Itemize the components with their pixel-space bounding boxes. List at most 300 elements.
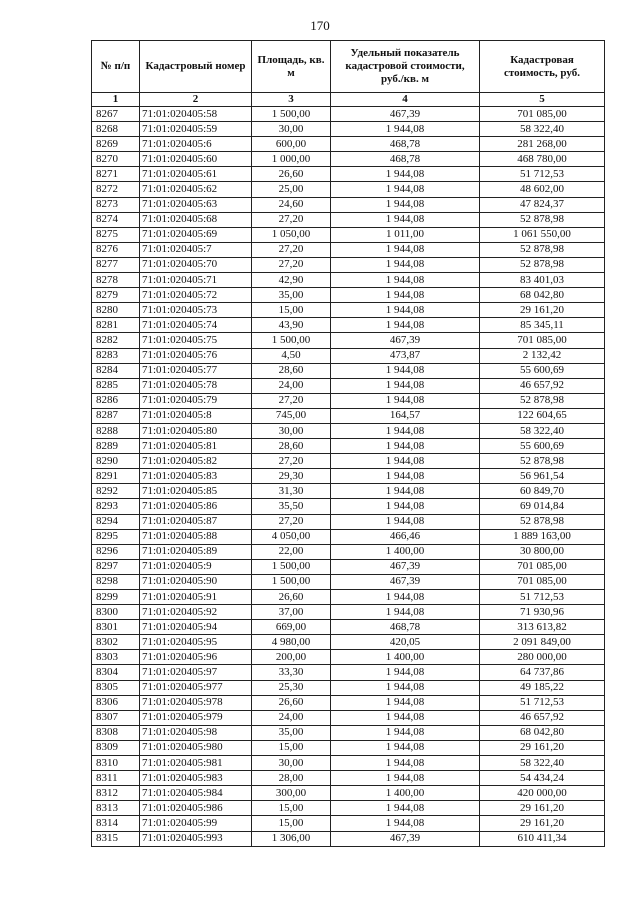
row-number-cell: 8289 — [92, 439, 140, 454]
cadastral-number-cell: 71:01:020405:70 — [140, 257, 252, 272]
row-number-cell: 8275 — [92, 227, 140, 242]
row-number-cell: 8308 — [92, 725, 140, 740]
cadastral-number-cell: 71:01:020405:87 — [140, 514, 252, 529]
specific-value-cell: 1 400,00 — [331, 786, 480, 801]
cadastral-number-cell: 71:01:020405:76 — [140, 348, 252, 363]
area-cell: 1 500,00 — [252, 574, 331, 589]
area-cell: 27,20 — [252, 242, 331, 257]
area-cell: 28,60 — [252, 439, 331, 454]
cadastral-cost-cell: 52 878,98 — [480, 454, 605, 469]
area-cell: 30,00 — [252, 423, 331, 438]
row-number-cell: 8309 — [92, 740, 140, 755]
area-cell: 27,20 — [252, 454, 331, 469]
cadastral-number-cell: 71:01:020405:90 — [140, 574, 252, 589]
row-number-cell: 8312 — [92, 786, 140, 801]
row-number-cell: 8284 — [92, 363, 140, 378]
specific-value-cell: 420,05 — [331, 635, 480, 650]
specific-value-cell: 1 944,08 — [331, 816, 480, 831]
table-row — [92, 439, 605, 454]
specific-value-cell: 1 944,08 — [331, 393, 480, 408]
table-row — [92, 288, 605, 303]
table-row — [92, 197, 605, 212]
specific-value-cell: 467,39 — [331, 333, 480, 348]
cadastral-cost-cell: 49 185,22 — [480, 680, 605, 695]
table-row — [92, 574, 605, 589]
area-cell: 1 500,00 — [252, 559, 331, 574]
cadastral-number-cell: 71:01:020405:68 — [140, 212, 252, 227]
table-row — [92, 680, 605, 695]
cadastral-cost-cell: 29 161,20 — [480, 816, 605, 831]
area-cell: 1 500,00 — [252, 107, 331, 122]
specific-value-cell: 467,39 — [331, 107, 480, 122]
row-number-cell: 8283 — [92, 348, 140, 363]
table-row — [92, 499, 605, 514]
header-row-number: № п/п — [92, 41, 140, 93]
table-row — [92, 423, 605, 438]
specific-value-cell: 1 944,08 — [331, 514, 480, 529]
cadastral-number-cell: 71:01:020405:74 — [140, 318, 252, 333]
table-row — [92, 756, 605, 771]
table-row — [92, 484, 605, 499]
cadastral-cost-cell: 46 657,92 — [480, 378, 605, 393]
cadastral-number-cell: 71:01:020405:89 — [140, 544, 252, 559]
cadastral-cost-cell: 56 961,54 — [480, 469, 605, 484]
cadastral-number-cell: 71:01:020405:73 — [140, 303, 252, 318]
cadastral-number-cell: 71:01:020405:79 — [140, 393, 252, 408]
specific-value-cell: 1 944,08 — [331, 740, 480, 755]
area-cell: 25,30 — [252, 680, 331, 695]
row-number-cell: 8286 — [92, 393, 140, 408]
column-number: 5 — [480, 93, 605, 107]
area-cell: 42,90 — [252, 273, 331, 288]
table-row — [92, 137, 605, 152]
table-row — [92, 257, 605, 272]
cadastral-number-cell: 71:01:020405:97 — [140, 665, 252, 680]
area-cell: 200,00 — [252, 650, 331, 665]
page-number: 170 — [310, 18, 330, 33]
row-number-cell: 8285 — [92, 378, 140, 393]
row-number-cell: 8291 — [92, 469, 140, 484]
area-cell: 33,30 — [252, 665, 331, 680]
cadastral-number-cell: 71:01:020405:981 — [140, 756, 252, 771]
table-row — [92, 182, 605, 197]
row-number-cell: 8273 — [92, 197, 140, 212]
table-row — [92, 227, 605, 242]
row-number-cell: 8281 — [92, 318, 140, 333]
cadastral-cost-cell: 29 161,20 — [480, 303, 605, 318]
row-number-cell: 8297 — [92, 559, 140, 574]
area-cell: 29,30 — [252, 469, 331, 484]
table-row — [92, 816, 605, 831]
area-cell: 15,00 — [252, 801, 331, 816]
row-number-cell: 8305 — [92, 680, 140, 695]
area-cell: 26,60 — [252, 590, 331, 605]
specific-value-cell: 164,57 — [331, 408, 480, 423]
table-row — [92, 710, 605, 725]
table-row — [92, 771, 605, 786]
table-row — [92, 107, 605, 122]
cadastral-cost-cell: 54 434,24 — [480, 771, 605, 786]
table-row — [92, 590, 605, 605]
header-cadastral-cost: Кадастровая стоимость, руб. — [480, 41, 605, 93]
area-cell: 669,00 — [252, 620, 331, 635]
row-number-cell: 8290 — [92, 454, 140, 469]
table-row — [92, 167, 605, 182]
cadastral-cost-cell: 30 800,00 — [480, 544, 605, 559]
row-number-cell: 8306 — [92, 695, 140, 710]
row-number-cell: 8288 — [92, 423, 140, 438]
cadastral-cost-cell: 29 161,20 — [480, 740, 605, 755]
specific-value-cell: 1 944,08 — [331, 710, 480, 725]
cadastral-cost-cell: 85 345,11 — [480, 318, 605, 333]
specific-value-cell: 467,39 — [331, 559, 480, 574]
table-row — [92, 695, 605, 710]
specific-value-cell: 1 944,08 — [331, 197, 480, 212]
row-number-cell: 8270 — [92, 152, 140, 167]
row-number-cell: 8299 — [92, 590, 140, 605]
cadastral-number-cell: 71:01:020405:83 — [140, 469, 252, 484]
cadastral-cost-cell: 52 878,98 — [480, 212, 605, 227]
cadastral-number-cell: 71:01:020405:979 — [140, 710, 252, 725]
cadastral-number-cell: 71:01:020405:980 — [140, 740, 252, 755]
cadastral-cost-cell: 1 889 163,00 — [480, 529, 605, 544]
cadastral-number-cell: 71:01:020405:977 — [140, 680, 252, 695]
area-cell: 745,00 — [252, 408, 331, 423]
cadastral-number-cell: 71:01:020405:98 — [140, 725, 252, 740]
specific-value-cell: 1 944,08 — [331, 680, 480, 695]
row-number-cell: 8276 — [92, 242, 140, 257]
cadastral-number-cell: 71:01:020405:978 — [140, 695, 252, 710]
row-number-cell: 8307 — [92, 710, 140, 725]
specific-value-cell: 1 944,08 — [331, 257, 480, 272]
table-row — [92, 725, 605, 740]
area-cell: 4 050,00 — [252, 529, 331, 544]
area-cell: 15,00 — [252, 303, 331, 318]
specific-value-cell: 1 944,08 — [331, 605, 480, 620]
cadastral-cost-cell: 52 878,98 — [480, 514, 605, 529]
cadastral-cost-cell: 64 737,86 — [480, 665, 605, 680]
specific-value-cell: 1 944,08 — [331, 665, 480, 680]
specific-value-cell: 1 944,08 — [331, 771, 480, 786]
table-row — [92, 801, 605, 816]
cadastral-number-cell: 71:01:020405:94 — [140, 620, 252, 635]
area-cell: 1 050,00 — [252, 227, 331, 242]
area-cell: 24,00 — [252, 710, 331, 725]
row-number-cell: 8279 — [92, 288, 140, 303]
cadastral-value-table — [91, 40, 605, 847]
specific-value-cell: 468,78 — [331, 152, 480, 167]
row-number-cell: 8295 — [92, 529, 140, 544]
cadastral-cost-cell: 52 878,98 — [480, 242, 605, 257]
table-row — [92, 393, 605, 408]
cadastral-cost-cell: 58 322,40 — [480, 756, 605, 771]
area-cell: 15,00 — [252, 816, 331, 831]
specific-value-cell: 473,87 — [331, 348, 480, 363]
row-number-cell: 8315 — [92, 831, 140, 846]
cadastral-cost-cell: 313 613,82 — [480, 620, 605, 635]
specific-value-cell: 1 944,08 — [331, 590, 480, 605]
specific-value-cell: 1 944,08 — [331, 439, 480, 454]
table-body — [92, 107, 605, 847]
table-row — [92, 273, 605, 288]
area-cell: 43,90 — [252, 318, 331, 333]
specific-value-cell: 467,39 — [331, 831, 480, 846]
table-row — [92, 529, 605, 544]
area-cell: 24,00 — [252, 378, 331, 393]
cadastral-number-cell: 71:01:020405:82 — [140, 454, 252, 469]
area-cell: 4 980,00 — [252, 635, 331, 650]
cadastral-number-cell: 71:01:020405:72 — [140, 288, 252, 303]
specific-value-cell: 1 944,08 — [331, 273, 480, 288]
table-row — [92, 242, 605, 257]
row-number-cell: 8292 — [92, 484, 140, 499]
cadastral-number-cell: 71:01:020405:77 — [140, 363, 252, 378]
area-cell: 35,00 — [252, 288, 331, 303]
cadastral-number-cell: 71:01:020405:91 — [140, 590, 252, 605]
cadastral-number-cell: 71:01:020405:86 — [140, 499, 252, 514]
area-cell: 4,50 — [252, 348, 331, 363]
cadastral-cost-cell: 701 085,00 — [480, 333, 605, 348]
cadastral-cost-cell: 122 604,65 — [480, 408, 605, 423]
area-cell: 24,60 — [252, 197, 331, 212]
area-cell: 31,30 — [252, 484, 331, 499]
specific-value-cell: 1 944,08 — [331, 303, 480, 318]
column-number: 4 — [331, 93, 480, 107]
area-cell: 22,00 — [252, 544, 331, 559]
area-cell: 600,00 — [252, 137, 331, 152]
row-number-cell: 8280 — [92, 303, 140, 318]
cadastral-number-cell: 71:01:020405:81 — [140, 439, 252, 454]
column-number: 1 — [92, 93, 140, 107]
cadastral-number-cell: 71:01:020405:61 — [140, 167, 252, 182]
header-specific-value: Удельный показатель кадастровой стоимости, руб./кв. м — [331, 41, 480, 93]
specific-value-cell: 1 944,08 — [331, 122, 480, 137]
table-row — [92, 454, 605, 469]
row-number-cell: 8301 — [92, 620, 140, 635]
area-cell: 27,20 — [252, 514, 331, 529]
specific-value-cell: 468,78 — [331, 137, 480, 152]
row-number-cell: 8287 — [92, 408, 140, 423]
area-cell: 300,00 — [252, 786, 331, 801]
specific-value-cell: 1 944,08 — [331, 725, 480, 740]
table-row — [92, 650, 605, 665]
cadastral-number-cell: 71:01:020405:78 — [140, 378, 252, 393]
area-cell: 30,00 — [252, 122, 331, 137]
cadastral-number-cell: 71:01:020405:88 — [140, 529, 252, 544]
cadastral-cost-cell: 468 780,00 — [480, 152, 605, 167]
table-row — [92, 620, 605, 635]
area-cell: 25,00 — [252, 182, 331, 197]
cadastral-cost-cell: 1 061 550,00 — [480, 227, 605, 242]
specific-value-cell: 1 944,08 — [331, 801, 480, 816]
cadastral-cost-cell: 46 657,92 — [480, 710, 605, 725]
cadastral-cost-cell: 71 930,96 — [480, 605, 605, 620]
area-cell: 1 500,00 — [252, 333, 331, 348]
cadastral-cost-cell: 51 712,53 — [480, 695, 605, 710]
area-cell: 26,60 — [252, 695, 331, 710]
cadastral-number-cell: 71:01:020405:96 — [140, 650, 252, 665]
cadastral-number-cell: 71:01:020405:95 — [140, 635, 252, 650]
specific-value-cell: 1 944,08 — [331, 363, 480, 378]
area-cell: 35,50 — [252, 499, 331, 514]
column-number: 3 — [252, 93, 331, 107]
table-row — [92, 559, 605, 574]
row-number-cell: 8302 — [92, 635, 140, 650]
table-header-row — [92, 41, 605, 93]
cadastral-number-cell: 71:01:020405:7 — [140, 242, 252, 257]
cadastral-cost-cell: 701 085,00 — [480, 107, 605, 122]
specific-value-cell: 468,78 — [331, 620, 480, 635]
table-row — [92, 122, 605, 137]
table-row — [92, 786, 605, 801]
area-cell: 15,00 — [252, 740, 331, 755]
table-row — [92, 318, 605, 333]
cadastral-number-cell: 71:01:020405:993 — [140, 831, 252, 846]
specific-value-cell: 1 400,00 — [331, 650, 480, 665]
area-cell: 27,20 — [252, 393, 331, 408]
row-number-cell: 8272 — [92, 182, 140, 197]
area-cell: 28,60 — [252, 363, 331, 378]
row-number-cell: 8294 — [92, 514, 140, 529]
row-number-cell: 8296 — [92, 544, 140, 559]
row-number-cell: 8277 — [92, 257, 140, 272]
table-row — [92, 303, 605, 318]
area-cell: 30,00 — [252, 756, 331, 771]
cadastral-cost-cell: 52 878,98 — [480, 393, 605, 408]
cadastral-cost-cell: 701 085,00 — [480, 559, 605, 574]
table-row — [92, 665, 605, 680]
cadastral-number-cell: 71:01:020405:59 — [140, 122, 252, 137]
row-number-cell: 8274 — [92, 212, 140, 227]
cadastral-number-cell: 71:01:020405:62 — [140, 182, 252, 197]
specific-value-cell: 1 944,08 — [331, 695, 480, 710]
header-cadastral-number: Кадастровый номер — [140, 41, 252, 93]
table-row — [92, 348, 605, 363]
cadastral-number-cell: 71:01:020405:6 — [140, 137, 252, 152]
table-row — [92, 740, 605, 755]
column-number-row — [92, 93, 605, 107]
table-row — [92, 831, 605, 846]
area-cell: 26,60 — [252, 167, 331, 182]
cadastral-number-cell: 71:01:020405:8 — [140, 408, 252, 423]
cadastral-cost-cell: 610 411,34 — [480, 831, 605, 846]
specific-value-cell: 1 944,08 — [331, 423, 480, 438]
row-number-cell: 8268 — [92, 122, 140, 137]
row-number-cell: 8304 — [92, 665, 140, 680]
specific-value-cell: 1 944,08 — [331, 499, 480, 514]
area-cell: 37,00 — [252, 605, 331, 620]
row-number-cell: 8282 — [92, 333, 140, 348]
cadastral-number-cell: 71:01:020405:85 — [140, 484, 252, 499]
specific-value-cell: 1 944,08 — [331, 469, 480, 484]
cadastral-cost-cell: 83 401,03 — [480, 273, 605, 288]
row-number-cell: 8311 — [92, 771, 140, 786]
specific-value-cell: 1 944,08 — [331, 378, 480, 393]
specific-value-cell: 1 944,08 — [331, 756, 480, 771]
row-number-cell: 8313 — [92, 801, 140, 816]
row-number-cell: 8310 — [92, 756, 140, 771]
table-row — [92, 514, 605, 529]
column-number: 2 — [140, 93, 252, 107]
cadastral-number-cell: 71:01:020405:99 — [140, 816, 252, 831]
cadastral-cost-cell: 69 014,84 — [480, 499, 605, 514]
cadastral-cost-cell: 52 878,98 — [480, 257, 605, 272]
cadastral-cost-cell: 51 712,53 — [480, 167, 605, 182]
table-row — [92, 469, 605, 484]
cadastral-number-cell: 71:01:020405:58 — [140, 107, 252, 122]
specific-value-cell: 1 944,08 — [331, 288, 480, 303]
specific-value-cell: 1 944,08 — [331, 454, 480, 469]
cadastral-number-cell: 71:01:020405:80 — [140, 423, 252, 438]
specific-value-cell: 1 011,00 — [331, 227, 480, 242]
specific-value-cell: 467,39 — [331, 574, 480, 589]
table-row — [92, 605, 605, 620]
row-number-cell: 8298 — [92, 574, 140, 589]
cadastral-number-cell: 71:01:020405:63 — [140, 197, 252, 212]
cadastral-number-cell: 71:01:020405:60 — [140, 152, 252, 167]
row-number-cell: 8267 — [92, 107, 140, 122]
specific-value-cell: 466,46 — [331, 529, 480, 544]
cadastral-number-cell: 71:01:020405:984 — [140, 786, 252, 801]
table-row — [92, 363, 605, 378]
specific-value-cell: 1 944,08 — [331, 182, 480, 197]
cadastral-cost-cell: 58 322,40 — [480, 122, 605, 137]
table-row — [92, 152, 605, 167]
cadastral-number-cell: 71:01:020405:986 — [140, 801, 252, 816]
row-number-cell: 8271 — [92, 167, 140, 182]
area-cell: 1 000,00 — [252, 152, 331, 167]
area-cell: 28,00 — [252, 771, 331, 786]
specific-value-cell: 1 944,08 — [331, 212, 480, 227]
specific-value-cell: 1 944,08 — [331, 484, 480, 499]
table-row — [92, 544, 605, 559]
cadastral-cost-cell: 48 602,00 — [480, 182, 605, 197]
header-area: Площадь, кв. м — [252, 41, 331, 93]
cadastral-cost-cell: 29 161,20 — [480, 801, 605, 816]
cadastral-cost-cell: 281 268,00 — [480, 137, 605, 152]
specific-value-cell: 1 400,00 — [331, 544, 480, 559]
cadastral-cost-cell: 2 132,42 — [480, 348, 605, 363]
cadastral-cost-cell: 701 085,00 — [480, 574, 605, 589]
table-row — [92, 635, 605, 650]
table-row — [92, 212, 605, 227]
area-cell: 1 306,00 — [252, 831, 331, 846]
cadastral-cost-cell: 55 600,69 — [480, 363, 605, 378]
table-row — [92, 333, 605, 348]
cadastral-cost-cell: 51 712,53 — [480, 590, 605, 605]
cadastral-number-cell: 71:01:020405:9 — [140, 559, 252, 574]
cadastral-number-cell: 71:01:020405:71 — [140, 273, 252, 288]
cadastral-number-cell: 71:01:020405:69 — [140, 227, 252, 242]
cadastral-cost-cell: 55 600,69 — [480, 439, 605, 454]
specific-value-cell: 1 944,08 — [331, 167, 480, 182]
row-number-cell: 8314 — [92, 816, 140, 831]
specific-value-cell: 1 944,08 — [331, 242, 480, 257]
cadastral-cost-cell: 420 000,00 — [480, 786, 605, 801]
area-cell: 35,00 — [252, 725, 331, 740]
row-number-cell: 8278 — [92, 273, 140, 288]
cadastral-cost-cell: 68 042,80 — [480, 288, 605, 303]
cadastral-cost-cell: 47 824,37 — [480, 197, 605, 212]
table-row — [92, 408, 605, 423]
row-number-cell: 8303 — [92, 650, 140, 665]
area-cell: 27,20 — [252, 257, 331, 272]
specific-value-cell: 1 944,08 — [331, 318, 480, 333]
area-cell: 27,20 — [252, 212, 331, 227]
row-number-cell: 8269 — [92, 137, 140, 152]
cadastral-cost-cell: 58 322,40 — [480, 423, 605, 438]
cadastral-cost-cell: 280 000,00 — [480, 650, 605, 665]
